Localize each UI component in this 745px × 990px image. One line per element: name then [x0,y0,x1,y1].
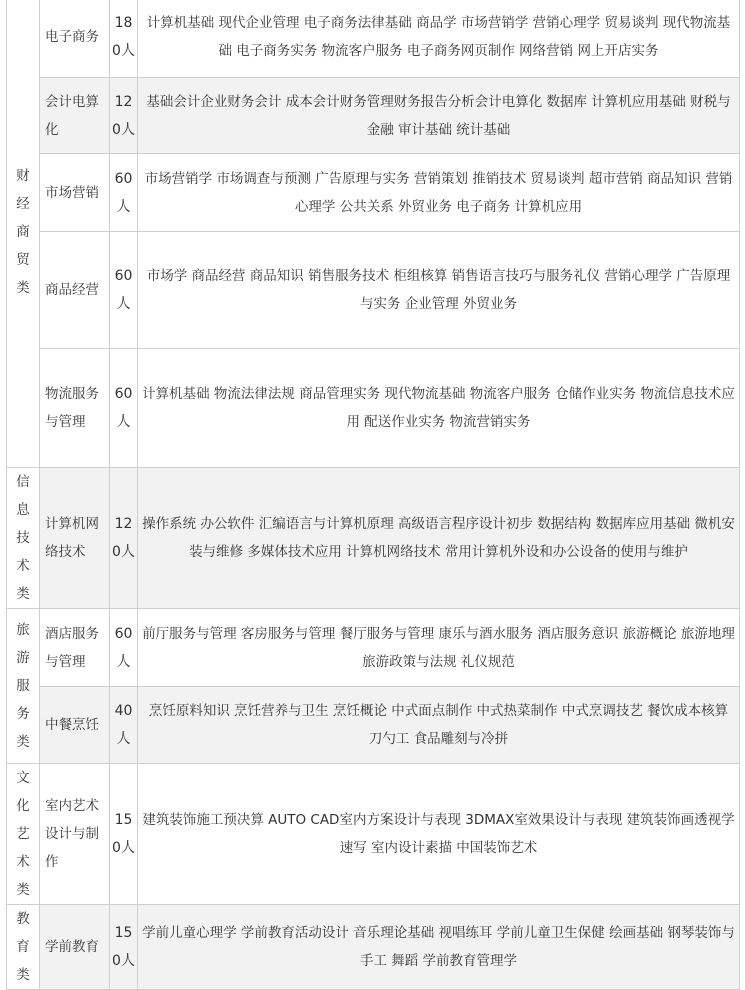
table-row [7,78,740,154]
courses-cell: 市场学 商品经营 商品知识 销售服务技术 柜组核算 销售语言技巧与服务礼仪 营销心理学 广告原理与实务 企业管理 外贸业务 [138,232,740,349]
category-cell: 教育类 [7,905,40,990]
courses-cell: 前厅服务与管理 客房服务与管理 餐厅服务与管理 康乐与酒水服务 酒店服务意识 旅游概论 旅游地理 旅游政策与法规 礼仪规范 [138,609,740,687]
category-cell: 信息技术类 [7,468,40,609]
enrollment-cell: 60人 [110,609,138,687]
courses-cell: 建筑装饰施工预决算 AUTO CAD室内方案设计与表现 3DMAX室效果设计与表现 建筑装饰画透视学 速写 室内设计素描 中国装饰艺术 [138,764,740,905]
courses-cell: 烹饪原料知识 烹饪营养与卫生 烹饪概论 中式面点制作 中式热菜制作 中式烹调技艺 餐饮成本核算 刀勺工 食品雕刻与冷拼 [138,687,740,764]
table-row [7,687,740,764]
enrollment-cell: 40人 [110,687,138,764]
major-cell: 市场营销 [40,154,110,232]
enrollment-cell: 60人 [110,154,138,232]
category-cell: 财经商贸类 [7,0,40,468]
enrollment-cell: 120人 [110,468,138,609]
category-cell: 旅游服务类 [7,609,40,764]
table-row [7,468,740,609]
table-row [7,609,740,687]
major-cell: 室内艺术设计与制作 [40,764,110,905]
enrollment-cell: 120人 [110,78,138,154]
courses-cell: 学前儿童心理学 学前教育活动设计 音乐理论基础 视唱练耳 学前儿童卫生保健 绘画基础 钢琴装饰与手工 舞蹈 学前教育管理学 [138,905,740,990]
major-cell: 会计电算化 [40,78,110,154]
major-cell: 计算机网络技术 [40,468,110,609]
major-cell: 酒店服务与管理 [40,609,110,687]
enrollment-cell: 60人 [110,349,138,468]
table-row [7,764,740,905]
enrollment-cell: 150人 [110,764,138,905]
enrollment-cell: 180人 [110,0,138,78]
table-row [7,349,740,468]
table-row [7,232,740,349]
courses-cell: 市场营销学 市场调查与预测 广告原理与实务 营销策划 推销技术 贸易谈判 超市营销 商品知识 营销心理学 公共关系 外贸业务 电子商务 计算机应用 [138,154,740,232]
major-cell: 学前教育 [40,905,110,990]
courses-cell: 计算机基础 物流法律法规 商品管理实务 现代物流基础 物流客户服务 仓储作业实务 物流信息技术应用 配送作业实务 物流营销实务 [138,349,740,468]
courses-cell: 操作系统 办公软件 汇编语言与计算机原理 高级语言程序设计初步 数据结构 数据库应用基础 微机安装与维修 多媒体技术应用 计算机网络技术 常用计算机外设和办公设备的使用与维护 [138,468,740,609]
major-cell: 电子商务 [40,0,110,78]
major-cell: 商品经营 [40,232,110,349]
table-row [7,0,740,78]
courses-cell: 基础会计企业财务会计 成本会计财务管理财务报告分析会计电算化 数据库 计算机应用基础 财税与金融 审计基础 统计基础 [138,78,740,154]
table-row [7,154,740,232]
enrollment-cell: 60人 [110,232,138,349]
major-course-table [6,0,740,990]
courses-cell: 计算机基础 现代企业管理 电子商务法律基础 商品学 市场营销学 营销心理学 贸易谈判 现代物流基础 电子商务实务 物流客户服务 电子商务网页制作 网络营销 网上开店实务 [138,0,740,78]
table-row [7,905,740,990]
category-cell: 文化艺术类 [7,764,40,905]
enrollment-cell: 150人 [110,905,138,990]
major-cell: 物流服务与管理 [40,349,110,468]
major-cell: 中餐烹饪 [40,687,110,764]
